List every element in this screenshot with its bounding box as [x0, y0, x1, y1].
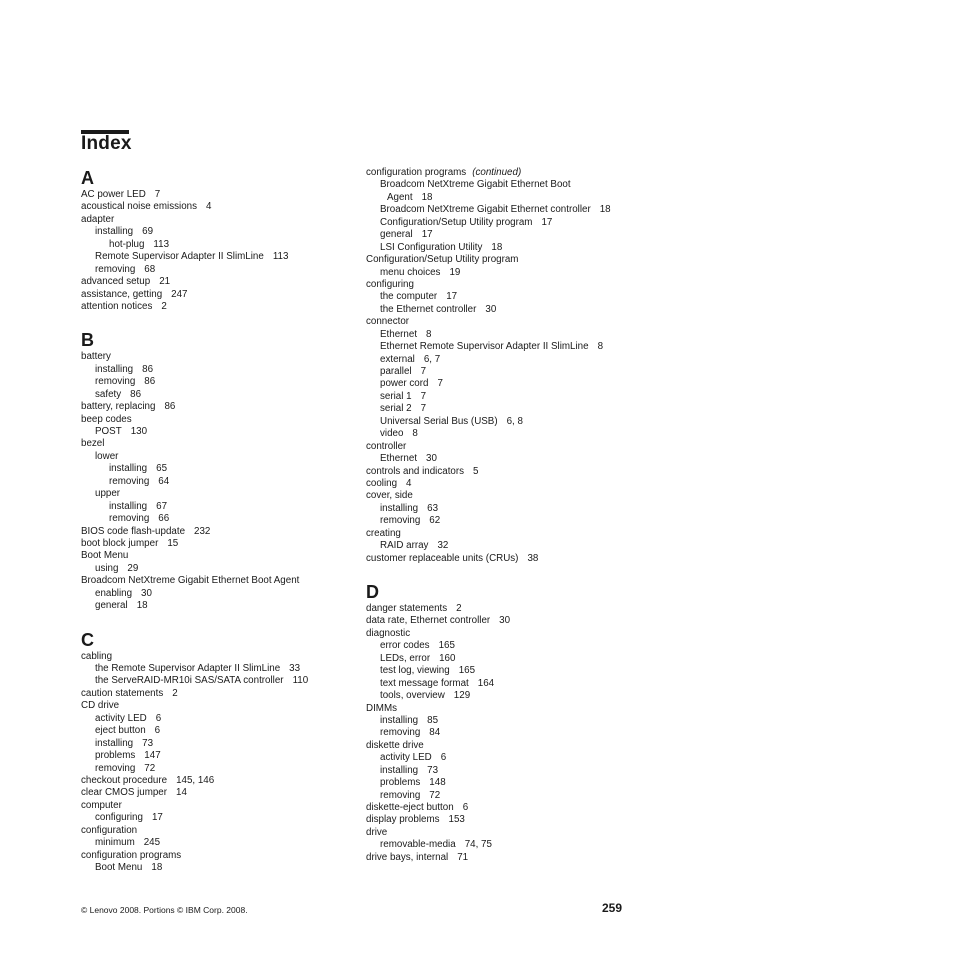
index-term: general: [95, 600, 128, 612]
index-entry: [81, 713, 361, 725]
section-letter-c: C: [81, 629, 94, 650]
index-entry: [366, 403, 646, 415]
index-entry: [366, 640, 646, 652]
index-term: diskette-eject button: [366, 802, 454, 813]
index-entry: [366, 316, 646, 328]
index-entry: [81, 588, 361, 600]
index-entry: [366, 665, 646, 677]
index-term: video: [380, 428, 404, 440]
page-reference: 86: [144, 376, 156, 388]
index-term: Broadcom NetXtreme Gigabit Ethernet controller: [380, 204, 591, 216]
index-entry: [366, 254, 646, 266]
index-term: advanced setup: [81, 276, 151, 288]
index-entry: [366, 391, 646, 403]
index-entry: [81, 426, 361, 438]
index-entry: [81, 289, 361, 301]
index-entry: [81, 301, 361, 313]
page-reference: 245: [143, 837, 161, 849]
index-term: installing: [380, 502, 419, 514]
index-entry: [81, 214, 361, 226]
page-reference: 18: [599, 204, 611, 216]
page-reference: 164: [477, 677, 495, 689]
index-term: BIOS code flash-update: [81, 525, 186, 537]
index-term: Ethernet: [380, 328, 418, 340]
index-entry: [366, 653, 646, 665]
index-term: RAID array: [380, 540, 429, 552]
section-letter-d: D: [366, 582, 379, 602]
index-term: installing: [109, 463, 148, 475]
page-reference: 68: [144, 263, 156, 275]
index-entry: [366, 242, 646, 254]
page-reference: 129: [453, 690, 471, 702]
page-reference: 19: [449, 266, 461, 278]
index-term: Remote Supervisor Adapter II SlimLine: [95, 251, 264, 263]
index-entry: [81, 226, 361, 238]
index-entry: [366, 441, 646, 453]
index-entry: [81, 389, 361, 401]
index-entry: [81, 364, 361, 376]
continued-note: (continued): [472, 167, 522, 178]
page-reference: 147: [144, 750, 161, 762]
index-entry: [81, 850, 361, 862]
page-reference: 62: [429, 515, 441, 527]
index-term: cabling: [81, 650, 113, 662]
index-term: external: [380, 353, 415, 365]
index-entry: [81, 787, 361, 799]
index-entry: [366, 715, 646, 727]
page-reference: 2: [161, 300, 167, 312]
index-term: removing: [380, 515, 421, 527]
page-reference: 232: [194, 525, 211, 537]
index-entry: [81, 575, 361, 587]
page-reference: 2: [456, 603, 462, 614]
index-term: the computer: [380, 291, 438, 303]
index-entry: [366, 341, 646, 353]
index-term: attention notices: [81, 300, 153, 312]
page-reference: 6: [155, 712, 162, 724]
index-term: configuration programs: [366, 167, 467, 178]
index-entry: [366, 167, 646, 179]
index-term: AC power LED: [81, 189, 146, 200]
index-entry: [366, 503, 646, 515]
page-reference: 165: [458, 665, 476, 677]
index-term: activity LED: [380, 752, 432, 764]
index-term: Boot Menu: [95, 862, 143, 873]
index-entry: [366, 777, 646, 789]
page-reference: 2: [172, 687, 178, 699]
index-entry: [366, 802, 646, 814]
index-term: LEDs, error: [380, 652, 431, 664]
page-reference: 18: [136, 600, 148, 612]
index-term: caution statements: [81, 687, 164, 699]
page-reference: 33: [289, 663, 301, 674]
page-reference: 63: [427, 502, 439, 514]
index-entry: [366, 603, 646, 615]
index-entry: [366, 703, 646, 715]
index-entry: [366, 490, 646, 502]
index-entry: [81, 750, 361, 762]
index-term: the Remote Supervisor Adapter II SlimLine: [95, 663, 281, 674]
index-term: serial 2: [380, 403, 412, 415]
page-reference: 30: [499, 615, 511, 627]
index-entry: [81, 239, 361, 251]
page-reference: 8: [597, 341, 604, 353]
index-entry: [366, 615, 646, 627]
index-entry: [81, 501, 361, 513]
page-reference: 7: [437, 378, 443, 390]
index-entry: [81, 738, 361, 750]
index-term: Agent: [387, 191, 413, 203]
index-entry: [366, 229, 646, 241]
index-entry: [81, 725, 361, 737]
page-reference: 85: [427, 714, 439, 726]
index-term: using: [95, 562, 119, 574]
page-reference: 30: [485, 303, 497, 315]
index-entry: [366, 790, 646, 802]
index-term: configuration: [81, 824, 138, 836]
index-entry: [366, 814, 646, 826]
page-reference: 17: [541, 216, 553, 228]
section-letter-a: A: [81, 168, 94, 188]
index-term: danger statements: [366, 603, 448, 614]
index-term: drive bays, internal: [366, 851, 449, 863]
index-term: configuring: [366, 278, 414, 290]
page-reference: 18: [151, 862, 163, 873]
index-entry: [81, 476, 361, 488]
page-reference: 72: [429, 789, 441, 801]
index-term: removable-media: [380, 839, 456, 851]
index-term: removing: [95, 762, 136, 774]
page-reference: 30: [141, 587, 152, 599]
page-reference: 160: [439, 652, 456, 664]
index-term: installing: [95, 363, 134, 375]
index-term: the ServeRAID-MR10i SAS/SATA controller: [95, 675, 284, 687]
index-term: error codes: [380, 640, 430, 652]
page-reference: 30: [426, 453, 437, 465]
index-term: drive: [366, 826, 388, 838]
index-term: customer replaceable units (CRUs): [366, 552, 519, 564]
index-entry: [81, 463, 361, 475]
page-reference: 7: [154, 189, 161, 200]
index-entry: [81, 376, 361, 388]
index-term: installing: [380, 764, 419, 776]
index-entry: [81, 189, 361, 201]
page-reference: 29: [127, 562, 139, 574]
index-term: acoustical noise emissions: [81, 201, 197, 213]
page-reference: 130: [130, 426, 148, 437]
index-term: removing: [95, 376, 136, 388]
index-term: problems: [95, 750, 136, 762]
index-entry: [81, 862, 361, 874]
index-entry: [366, 453, 646, 465]
index-term: Boot Menu: [81, 550, 129, 562]
index-term: bezel: [81, 438, 105, 450]
page-reference: 74, 75: [464, 839, 492, 851]
index-term: diskette drive: [366, 739, 424, 751]
index-term: Universal Serial Bus (USB): [380, 415, 498, 427]
index-entry: [366, 553, 646, 565]
index-term: installing: [95, 226, 134, 238]
index-term: computer: [81, 799, 122, 811]
index-entry: [366, 765, 646, 777]
index-term: activity LED: [95, 712, 147, 724]
index-term: assistance, getting: [81, 288, 163, 300]
index-entry: [366, 690, 646, 702]
index-entry: [81, 351, 361, 363]
page-reference: 6, 8: [506, 415, 523, 427]
index-term: creating: [366, 527, 401, 539]
page-reference: 84: [429, 727, 441, 739]
index-term: removing: [380, 789, 421, 801]
index-term: safety: [95, 388, 122, 400]
index-term: problems: [380, 777, 421, 789]
index-entry: [81, 763, 361, 775]
index-term: Ethernet Remote Supervisor Adapter II SlimLine: [380, 341, 589, 353]
page-reference: 14: [176, 787, 187, 799]
index-entry: [81, 276, 361, 288]
index-term: boot block jumper: [81, 537, 159, 549]
index-entry: [366, 839, 646, 851]
page-reference: 8: [412, 428, 418, 440]
index-entry: [366, 204, 646, 216]
index-entry: [366, 291, 646, 303]
index-entry: [366, 354, 646, 366]
index-term: serial 1: [380, 390, 412, 402]
index-entry: [366, 192, 646, 204]
index-entry: [81, 414, 361, 426]
page-reference: 4: [205, 201, 212, 213]
index-term: cover, side: [366, 490, 413, 502]
index-term: text message format: [380, 677, 469, 689]
index-entry: [366, 752, 646, 764]
index-term: eject button: [95, 725, 146, 737]
index-entry: [366, 179, 646, 191]
index-entry: [81, 600, 361, 612]
index-term: connector: [366, 316, 410, 328]
index-entry: [366, 267, 646, 279]
index-entry: [81, 438, 361, 450]
page-reference: 73: [427, 764, 439, 776]
index-term: removing: [109, 513, 150, 525]
index-term: test log, viewing: [380, 665, 450, 677]
index-term: DIMMs: [366, 702, 398, 714]
index-term: configuration programs: [81, 849, 182, 861]
index-term: installing: [380, 714, 419, 726]
index-entry: [366, 628, 646, 640]
index-term: removing: [95, 263, 136, 275]
index-column-left: [81, 167, 361, 874]
page-reference: 86: [142, 363, 154, 375]
page-reference: 7: [420, 366, 427, 377]
index-term: tools, overview: [380, 690, 445, 702]
page-reference: 148: [429, 777, 446, 789]
index-entry: [366, 378, 646, 390]
index-term: battery: [81, 351, 111, 363]
index-term: minimum: [95, 837, 135, 849]
index-term: controls and indicators: [366, 465, 465, 477]
index-term: clear CMOS jumper: [81, 787, 168, 799]
index-entry: [81, 401, 361, 413]
index-entry: [81, 201, 361, 213]
index-entry: [81, 837, 361, 849]
index-term: controller: [366, 440, 407, 452]
index-entry: [366, 304, 646, 316]
page-reference: 110: [292, 675, 309, 687]
page-reference: 17: [421, 229, 433, 241]
index-entry: [366, 279, 646, 291]
index-entry: [366, 827, 646, 839]
index-term: POST: [95, 426, 122, 437]
page-reference: 247: [171, 288, 188, 300]
page-reference: 113: [272, 251, 289, 263]
page-reference: 66: [158, 513, 170, 525]
page-reference: 17: [446, 291, 458, 303]
index-entry: [81, 563, 361, 575]
index-column-right: [366, 167, 646, 864]
page-reference: 6: [462, 802, 469, 813]
page-reference: 6, 7: [423, 353, 441, 365]
page-reference: 73: [142, 737, 154, 749]
page-reference: 15: [167, 537, 179, 549]
index-entry: [366, 678, 646, 690]
index-entry: [366, 740, 646, 752]
index-term: Broadcom NetXtreme Gigabit Ethernet Boot: [380, 179, 571, 191]
index-term: removing: [380, 727, 421, 739]
index-entry: [366, 416, 646, 428]
page-reference: 72: [144, 762, 156, 774]
index-entry: [81, 513, 361, 525]
index-entry: [366, 540, 646, 552]
page-reference: 153: [448, 814, 465, 826]
page-reference: 4: [406, 477, 412, 489]
page-reference: 7: [420, 390, 427, 402]
index-term: Ethernet: [380, 453, 418, 465]
index-entry: [366, 329, 646, 341]
index-entry: [81, 688, 361, 700]
page-reference: 86: [164, 401, 176, 413]
index-entry: [81, 451, 361, 463]
index-term: Configuration/Setup Utility program: [366, 254, 519, 266]
page-reference: 38: [527, 552, 539, 564]
index-term: battery, replacing: [81, 401, 156, 413]
index-term: beep codes: [81, 413, 132, 425]
index-entry: [81, 488, 361, 500]
page-reference: 113: [153, 238, 170, 250]
index-term: display problems: [366, 814, 440, 826]
index-term: the Ethernet controller: [380, 303, 477, 315]
index-term: lower: [95, 450, 119, 462]
page-reference: 7: [420, 403, 427, 415]
index-entry: [81, 663, 361, 675]
page-reference: 165: [438, 640, 455, 652]
index-term: Broadcom NetXtreme Gigabit Ethernet Boot Agent: [81, 575, 300, 587]
index-entry: [81, 825, 361, 837]
index-entry: [366, 428, 646, 440]
index-entry: [366, 466, 646, 478]
index-entry: [81, 251, 361, 263]
index-term: removing: [109, 475, 150, 487]
index-entry: [366, 366, 646, 378]
page-reference: 8: [426, 328, 432, 340]
index-term: general: [380, 229, 413, 241]
index-term: upper: [95, 488, 121, 500]
page-reference: 18: [491, 241, 503, 253]
index-term: cooling: [366, 477, 398, 489]
index-term: hot-plug: [109, 238, 145, 250]
page-reference: 64: [158, 475, 170, 487]
index-term: installing: [109, 500, 148, 512]
page-reference: 18: [421, 191, 433, 203]
page-reference: 69: [142, 226, 154, 238]
index-entry: [366, 478, 646, 490]
index-term: parallel: [380, 366, 412, 377]
page-reference: 145, 146: [176, 774, 215, 786]
index-entry: [81, 800, 361, 812]
page-reference: 6: [154, 725, 161, 737]
page-reference: 71: [457, 851, 469, 863]
page-reference: 65: [156, 463, 168, 475]
index-term: checkout procedure: [81, 774, 168, 786]
page-reference: 67: [156, 500, 168, 512]
index-entry: [81, 264, 361, 276]
page-number: 259: [602, 901, 623, 915]
index-term: installing: [95, 737, 134, 749]
index-term: CD drive: [81, 700, 120, 712]
index-term: LSI Configuration Utility: [380, 241, 483, 253]
copyright-footer: © Lenovo 2008. Portions © IBM Corp. 2008.: [81, 905, 248, 915]
index-entry: [81, 775, 361, 787]
index-entry: [366, 852, 646, 864]
page-reference: 5: [473, 465, 479, 477]
index-term: menu choices: [380, 266, 441, 278]
index-entry: [81, 675, 361, 687]
index-entry: [81, 538, 361, 550]
index-term: adapter: [81, 213, 115, 225]
index-entry: [366, 528, 646, 540]
page-reference: 6: [440, 752, 447, 764]
index-entry: [81, 651, 361, 663]
index-entry: [81, 812, 361, 824]
index-entry: [366, 727, 646, 739]
page-reference: 32: [437, 540, 449, 552]
index-term: diagnostic: [366, 627, 411, 639]
index-entry: [81, 700, 361, 712]
section-letter-b: B: [81, 330, 94, 351]
page-reference: 17: [151, 812, 163, 824]
index-term: enabling: [95, 587, 133, 599]
index-term: power cord: [380, 378, 429, 390]
page-reference: 21: [159, 276, 171, 288]
index-term: configuring: [95, 812, 143, 824]
index-entry: [81, 550, 361, 562]
index-term: Configuration/Setup Utility program: [380, 216, 533, 228]
index-term: data rate, Ethernet controller: [366, 615, 491, 627]
index-entry: [366, 217, 646, 229]
page-title: Index: [81, 133, 132, 154]
index-entry: [366, 515, 646, 527]
page-reference: 86: [130, 388, 142, 400]
index-entry: [81, 526, 361, 538]
